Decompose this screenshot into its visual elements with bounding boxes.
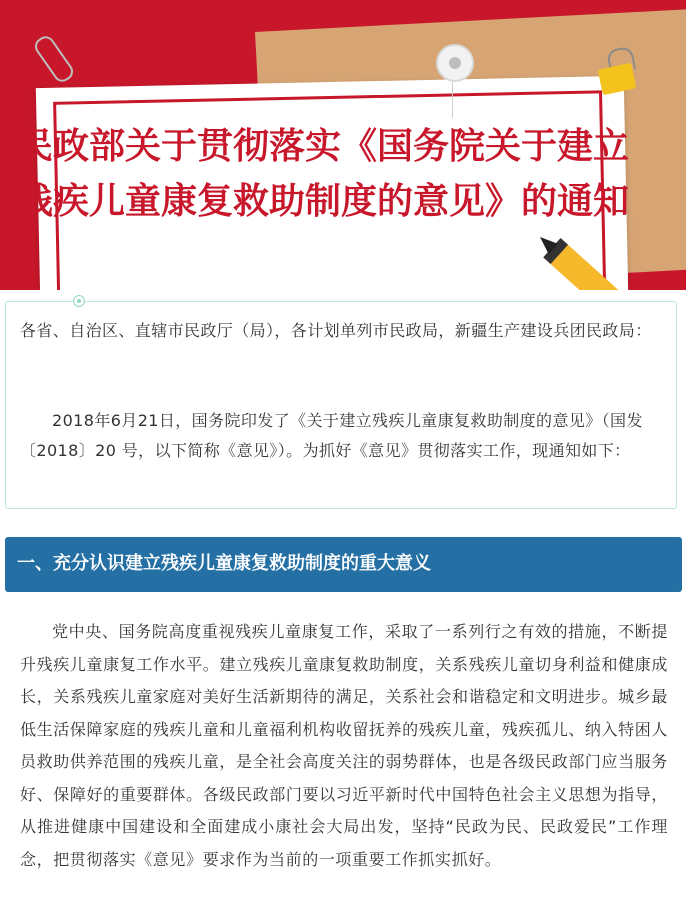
- section-paragraph: 党中央、国务院高度重视残疾儿童康复工作，采取了一系列行之有效的措施，不断提升残疾儿童康复工作水平。建立残疾儿童康复救助制度，关系残疾儿童切身利益和健康成长，关系残疾儿童家庭对美好生活新期待的满足，关系社会和谐稳定和文明进步。城乡最低生活保障家庭的残疾儿童和儿童福利机构收留抚养的残疾儿童，残疾孤儿、纳入特困人员救助供养范围的残疾儿童，是全社会高度关注的弱势群体，也是各级民政部门应当服务好、保障好的重要群体。各级民政部门要以习近平新时代中国特色社会主义思想为指导，从推进健康中国建设和全面建成小康社会大局出发，坚持“民政为民、民政爱民”工作理念，把贯彻落实《意见》要求作为当前的一项重要工作抓实抓好。: [20, 622, 668, 869]
- header-banner: [0, 0, 686, 290]
- banner-title-line2: 残疾儿童康复救助制度的意见》的通知: [16, 181, 629, 222]
- section-body: [20, 616, 668, 876]
- section-heading-text: 一、充分认识建立残疾儿童康复救助制度的重大意义: [17, 553, 431, 574]
- banner-title: [0, 119, 646, 229]
- pushpin-icon: [436, 44, 474, 82]
- intro-box: [5, 301, 677, 509]
- paperclip-icon: [31, 33, 76, 85]
- decorative-dot-icon: [73, 295, 85, 307]
- pushpin-thread: [452, 78, 453, 118]
- salutation-text: 各省、自治区、直辖市民政厅（局），各计划单列市民政局，新疆生产建设兵团民政局：: [20, 321, 652, 340]
- section-heading-bar: [5, 537, 682, 592]
- banner-title-line1: 民政部关于贯彻落实《国务院关于建立: [16, 126, 629, 167]
- intro-paragraph: 2018年6月21日，国务院印发了《关于建立残疾儿童康复救助制度的意见》（国发〔2018〕20 号，以下简称《意见》）。为抓好《意见》贯彻落实工作，现通知如下：: [20, 411, 643, 460]
